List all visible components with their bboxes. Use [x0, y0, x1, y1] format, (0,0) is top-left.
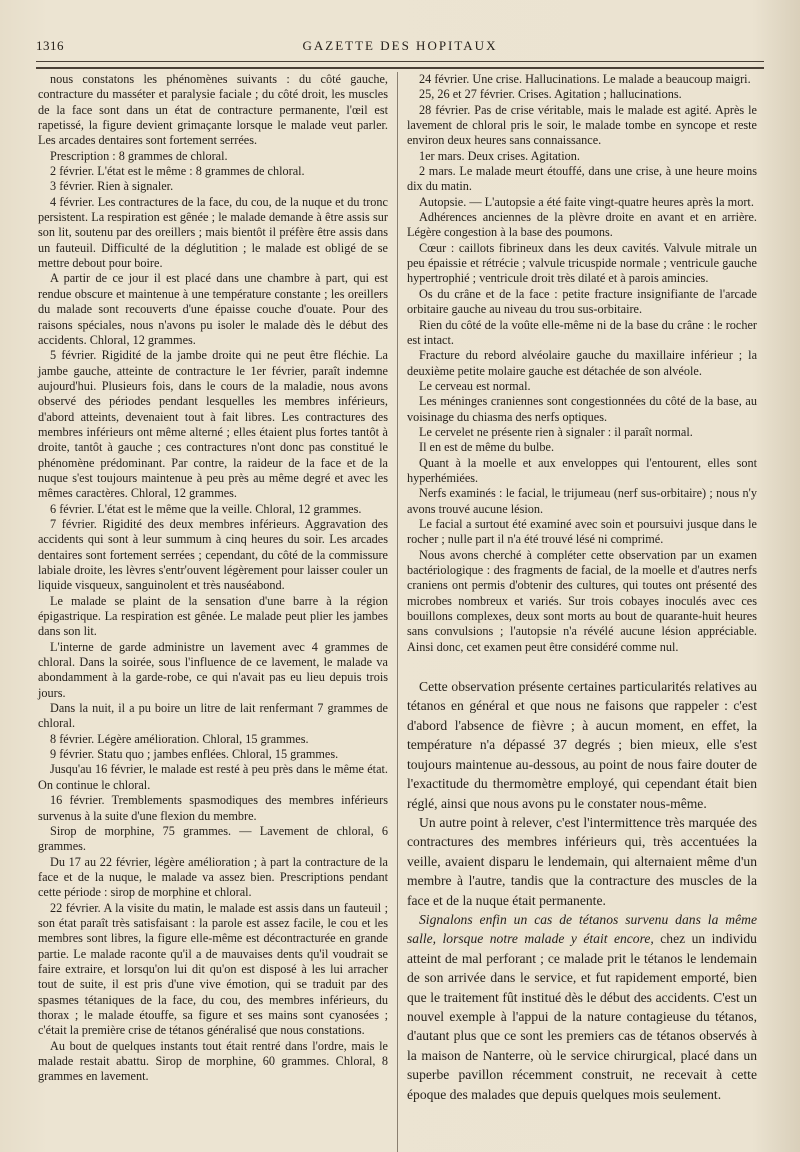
right-paragraph-2: 25, 26 et 27 février. Crises. Agitation ; hallucinations. — [419, 87, 682, 102]
right-paragraph-7: Adhérences anciennes de la plèvre droite en avant et en arrière. Légère congestion à la base des poumons. — [407, 210, 757, 240]
right-paragraph-5: 2 mars. Le malade meurt étouffé, dans une crise, à une heure moins dix du matin. — [407, 164, 757, 194]
left-paragraph-19: 22 février. A la visite du matin, le malade est assis dans un fauteuil ; son état paraît très satisfaisant : la parole est assez facile, le cou et les membres sont libres, la figure elle-même est décontracturée en grande partie. Le malade raconte qu'il a de mauvaises dents qu'il voudrait se faire extraire, et lorsqu'on lui dit qu'on est disposé à les lui arracher tout de suite, il est pris d'une vive émotion, qui se traduit par des spasmes tétaniques de la face, du cou, des membres inférieurs, du thorax ; le malade étouffe, sa figure et ses mains sont cyanosées ; c'était la première crise de tétanos généralisé que nous constations. — [38, 900, 388, 1038]
header-rule — [36, 61, 764, 69]
page-number: 1316 — [36, 38, 64, 53]
left-paragraph-10: Le malade se plaint de la sensation d'une barre à la région épigastrique. La respiration est gênée. Le malade peut plier les jambes dans son lit. — [38, 593, 388, 639]
right-paragraph-4: 1er mars. Deux crises. Agitation. — [419, 148, 580, 163]
left-paragraph-18: Du 17 au 22 février, légère amélioration ; à part la contracture de la face et de la nuque, le malade va assez bien. Prescriptions pendant cette période : sirop de morphine et chloral. — [38, 854, 388, 900]
right-paragraph-8: Cœur : caillots fibrineux dans les deux cavités. Valvule mitrale un peu épaissie et rétrécie ; valvule tricuspide normale ; ventricule gauche hypertrophié ; ventricule droit très dilaté et à parois amincies. — [407, 240, 757, 286]
left-paragraph-12: Dans la nuit, il a pu boire un litre de lait renfermant 7 grammes de chloral. — [38, 701, 388, 731]
left-paragraph-8: 6 février. L'état est le même que la veille. Chloral, 12 grammes. — [50, 501, 362, 516]
right-column — [407, 72, 757, 1104]
right-paragraph-14: Le cervelet ne présente rien à signaler : il paraît normal. — [419, 424, 693, 439]
right-paragraph-16: Quant à la moelle et aux enveloppes qui l'entourent, elles sont hyperhémiées. — [407, 455, 757, 485]
left-paragraph-3: 2 février. L'état est le même : 8 grammes de chloral. — [50, 164, 305, 179]
left-paragraph-17: Sirop de morphine, 75 grammes. — Lavement de chloral, 6 grammes. — [38, 823, 388, 854]
right-paragraph-15: Il en est de même du bulbe. — [419, 440, 555, 455]
left-paragraph-13: 8 février. Légère amélioration. Chloral, 15 grammes. — [50, 731, 309, 746]
right-paragraph-17: Nerfs examinés : le facial, le trijumeau (nerf sus-orbitaire) ; nous n'y avons trouvé aucune lésion. — [407, 486, 757, 516]
right-paragraph-13: Les méninges craniennes sont congestionnées du côté de la base, au voisinage du chiasma des nerfs optiques. — [407, 394, 757, 424]
right-paragraph-18: Le facial a surtout été examiné avec soin et poursuivi jusque dans le rocher ; nulle part il n'a été trouvé lésé ni comprimé. — [407, 516, 757, 547]
left-column — [38, 72, 388, 1085]
column-divider — [397, 72, 398, 1152]
commentary-section — [407, 677, 757, 910]
left-paragraph-15: Jusqu'au 16 février, le malade est resté à peu près dans le même état. On continue le chloral. — [38, 762, 388, 792]
left-paragraph-1: nous constatons les phénomènes suivants : du côté gauche, contracture du masséter et paralysie faciale ; du côté droit, les muscles de la face sont dans un état de contracture permanente, l'œil est rapetissé, la figure devient grimaçante lorsque le malade veut parler. Les arcades dentaires sont fortement serrées. — [38, 72, 388, 148]
page-header — [36, 38, 764, 58]
right-paragraph-9: Os du crâne et de la face : petite fracture insignifiante de l'arcade orbitaire gauche au niveau du trou sus-orbitaire. — [407, 286, 757, 317]
right-column-observation — [407, 72, 757, 655]
right-paragraph-10: Rien du côté de la voûte elle-même ni de la base du crâne : le rocher est intact. — [407, 317, 757, 347]
right-paragraph-1: 24 février. Une crise. Hallucinations. Le malade a beaucoup maigri. — [419, 72, 751, 86]
left-paragraph-5: 4 février. Les contractures de la face, du cou, de la nuque et du tronc persistent. La respiration est gênée ; le malade demande à être assis sur son lit, soutenu par des oreillers ; mais bientôt il préfère être assis dans un fauteuil. Difficulté de la déglutition ; le malade est obligé de se mettre debout pour boire. — [38, 194, 388, 271]
left-paragraph-11: L'interne de garde administre un lavement avec 4 grammes de chloral. Dans la soirée, sous l'influence de ce lavement, le malade va abondamment à la garde-robe, ce qui n'avait pas eu lieu depuis trois jours. — [38, 639, 388, 700]
right-paragraph-11: Fracture du rebord alvéolaire gauche du maxillaire inférieur ; la deuxième petite molaire gauche est détachée de son alvéole. — [407, 348, 757, 378]
commentary-paragraph-2: Un autre point à relever, c'est l'intermittence très marquée des contractures des membres inférieurs qui, très accentuées la veille, avaient disparu le lendemain, qui alternaient même d'un membre à l'autre, tandis que la contracture des muscles de la face et de la nuque était permanente. — [407, 814, 757, 908]
right-paragraph-6: Autopsie. — L'autopsie a été faite vingt-quatre heures après la mort. — [419, 194, 754, 209]
left-paragraph-14: 9 février. Statu quo ; jambes enflées. Chloral, 15 grammes. — [50, 747, 339, 762]
commentary-paragraph-final — [407, 910, 757, 1104]
left-paragraph-6: A partir de ce jour il est placé dans une chambre à part, qui est rendue obscure et maintenue à une température constante ; les oreillers du malade sont recouverts d'une épaisse couche d'ouate. Pour des raisons spéciales, nous n'avons pu isoler le malade dès le début des accidents. Chloral, 12 grammes. — [38, 271, 388, 347]
left-paragraph-16: 16 février. Tremblements spasmodiques des membres inférieurs survenus à la suite d'une flexion du membre. — [38, 793, 388, 823]
right-paragraph-12: Le cerveau est normal. — [419, 378, 531, 393]
left-paragraph-20: Au bout de quelques instants tout était rentré dans l'ordre, mais le malade restait abattu. Sirop de morphine, 60 grammes. Chloral, 8 grammes en lavement. — [38, 1038, 388, 1084]
right-paragraph-19: Nous avons cherché à compléter cette observation par un examen bactériologique : des fragments de facial, de la moelle et d'autres nerfs craniens ont permis d'obtenir des cultures, qui toutes ont présenté des microbes nombreux et variés. Sur trois cobayes inoculés avec ces bouillons complexes, deux sont morts au bout de quarante-huit heures sans convulsions ; l'autopsie n'a révélé aucune lésion appréciable. Ainsi donc, cet examen peut être considéré comme nul. — [407, 547, 757, 654]
commentary-paragraph-1: Cette observation présente certaines particularités relatives au tétanos en général et que nous ne faisons que rappeler : c'est d'abord l'absence de fièvre ; à aucun moment, en effet, la température n'a dépassé 37 degrés ; bien mieux, elle s'est toujours maintenue au-dessous, au point de nous faire douter de l'exactitude du thermomètre employé, qui cependant était bien réglé, ainsi que nous avons pu le constater nous-même. — [407, 679, 757, 811]
commentary-tail: chez un individu atteint de mal perforant ; ce malade prit le tétanos le lendemain de son arrivée dans le service, et fut rapidement emporté, bien que le traitement fût institué dès le début des accidents. C'est un nouvel exemple à l'appui de la nature contagieuse du tétanos, d'autant plus que ce sont les premiers cas de tétanos observés à la maison de Nanterre, où le service chirurgical, placé dans un superbe pavillon récemment construit, ne recevait à cette époque des malades que depuis quelques mois seulement. — [407, 931, 757, 1102]
commentary-italic-lead: Signalons enfin un cas de tétanos survenu dans la même salle, lorsque notre malade y était encore, — [407, 911, 757, 947]
left-paragraph-2: Prescription : 8 grammes de chloral. — [50, 148, 228, 163]
left-paragraph-7: 5 février. Rigidité de la jambe droite qui ne peut être fléchie. La jambe gauche, atteinte de contracture le 1er février, paraît indemne aujourd'hui. Plusieurs fois, dans le cours de la maladie, nous avons observé des périodes pendant lesquelles les membres inférieurs, d'abord atteints, devenaient tout à fait libres. Les contractures des membres inférieurs ont même alterné ; elles étaient plus fortes tantôt à droite, tantôt à gauche ; ces contractures n'ont donc pas constitué le phénomène prédominant. Par contre, la raideur de la face et de la nuque s'est toujours maintenue à peu près au même degré et avec les mêmes caractères. Chloral, 12 grammes. — [38, 348, 388, 501]
journal-title: GAZETTE DES HOPITAUX — [302, 38, 498, 53]
right-paragraph-3: 28 février. Pas de crise véritable, mais le malade est agité. Après le lavement de chloral pris le soir, le malade tombe en syncope et reste environ deux heures sans connaissance. — [407, 102, 757, 148]
left-paragraph-4: 3 février. Rien à signaler. — [50, 179, 174, 194]
left-paragraph-9: 7 février. Rigidité des deux membres inférieurs. Aggravation des accidents qui sont à leur summum à cinq heures du soir. Les arcades dentaires sont fortement serrées ; cependant, du côté de la commissure labiale droite, les lèvres s'entr'ouvent légèrement pour laisser couler un liquide visqueux, sanguinolent et très nauséabond. — [38, 516, 388, 593]
